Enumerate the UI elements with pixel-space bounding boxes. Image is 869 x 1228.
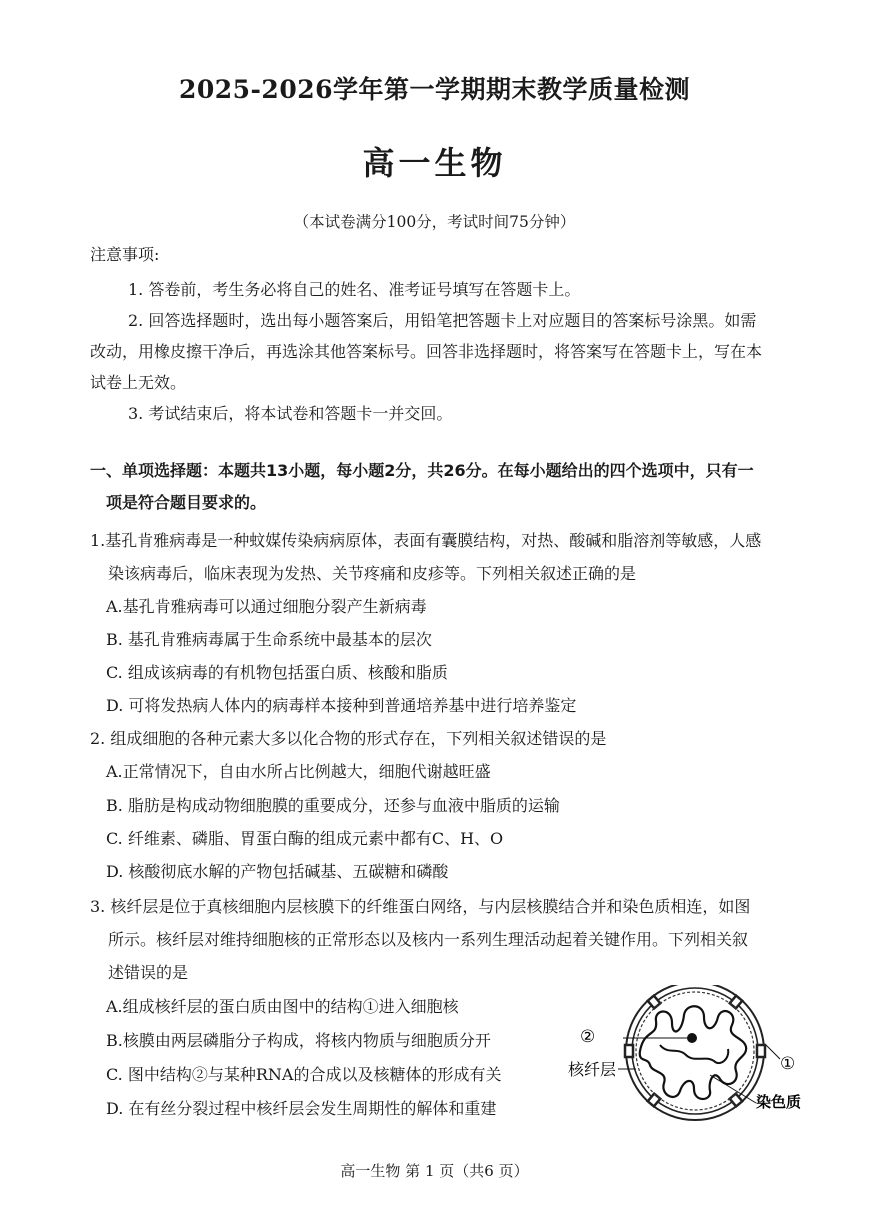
q1-stem-line2: 染该病毒后，临床表现为发热、关节疼痛和皮疹等。下列相关叙述正确的是 [108, 564, 637, 583]
label-chromatin: 染色质 [756, 1093, 802, 1111]
nucleus-lamina-diagram [560, 985, 850, 1130]
note-item-2-line2: 改动，用橡皮擦干净后，再选涂其他答案标号。回答非选择题时，将答案写在答题卡上，写在本 [90, 342, 763, 361]
q2-option-a: A.正常情况下，自由水所占比例越大，细胞代谢越旺盛 [106, 762, 491, 781]
section-heading-line2: 项是符合题目要求的。 [106, 493, 267, 512]
subject-title: 高一生物 [362, 144, 507, 182]
q3-stem-line3: 述错误的是 [108, 963, 189, 982]
leader-line-1 [766, 1045, 780, 1059]
q1-stem-line1: 1.基孔肯雅病毒是一种蚊媒传染病病原体，表面有囊膜结构，对热、酸碱和脂溶剂等敏感，人感 [90, 531, 762, 550]
q1-option-d: D. 可将发热病人体内的病毒样本接种到普通培养基中进行培养鉴定 [106, 696, 577, 715]
label-structure-2: ② [580, 1027, 596, 1047]
note-item-2-line1: 2. 回答选择题时，选出每小题答案后，用铅笔把答题卡上对应题目的答案标号涂黑。如需 [128, 311, 757, 330]
q1-option-a: A.基孔肯雅病毒可以通过细胞分裂产生新病毒 [106, 597, 427, 616]
label-nuclear-lamina: 核纤层 [568, 1060, 617, 1079]
q1-option-c: C. 组成该病毒的有机物包括蛋白质、核酸和脂质 [106, 663, 448, 682]
page-footer: 高一生物 第 1 页（共6 页） [340, 1162, 529, 1180]
q2-option-d: D. 核酸彻底水解的产物包括碱基、五碳糖和磷酸 [106, 862, 449, 881]
exam-title: 2025-2026学年第一学期期末教学质量检测 [178, 75, 691, 104]
q3-stem-line2: 所示。核纤层对维持细胞核的正常形态以及核内一系列生理活动起着关键作用。下列相关叙 [108, 930, 749, 949]
q1-option-b: B. 基孔肯雅病毒属于生命系统中最基本的层次 [106, 630, 432, 649]
label-structure-1: ① [780, 1054, 796, 1074]
q3-option-b: B.核膜由两层磷脂分子构成，将核内物质与细胞质分开 [106, 1031, 491, 1050]
q3-option-d: D. 在有丝分裂过程中核纤层会发生周期性的解体和重建 [106, 1099, 497, 1118]
section-heading-line1: 一、单项选择题：本题共13小题，每小题2分，共26分。在每小题给出的四个选项中，只有一 [90, 461, 754, 480]
note-item-1: 1. 答卷前，考生务必将自己的姓名、准考证号填写在答题卡上。 [128, 280, 581, 299]
notes-heading: 注意事项: [90, 245, 160, 264]
q2-option-c: C. 纤维素、磷脂、胃蛋白酶的组成元素中都有C、H、O [106, 829, 504, 848]
q2-option-b: B. 脂肪是构成动物细胞膜的重要成分，还参与血液中脂质的运输 [106, 796, 560, 815]
q3-option-c: C. 图中结构②与某种RNA的合成以及核糖体的形成有关 [106, 1065, 502, 1084]
note-item-3: 3. 考试结束后，将本试卷和答题卡一并交回。 [128, 404, 453, 423]
q3-stem-line1: 3. 核纤层是位于真核细胞内层核膜下的纤维蛋白网络，与内层核膜结合并和染色质相连，如图 [90, 897, 751, 916]
q3-option-a: A.组成核纤层的蛋白质由图中的结构①进入细胞核 [106, 997, 459, 1016]
note-item-2-line3: 试卷上无效。 [90, 373, 187, 392]
q2-stem: 2. 组成细胞的各种元素大多以化合物的形式存在，下列相关叙述错误的是 [90, 729, 607, 748]
exam-note: （本试卷满分100分，考试时间75分钟） [293, 213, 576, 231]
chromatin-folds [640, 1006, 746, 1099]
